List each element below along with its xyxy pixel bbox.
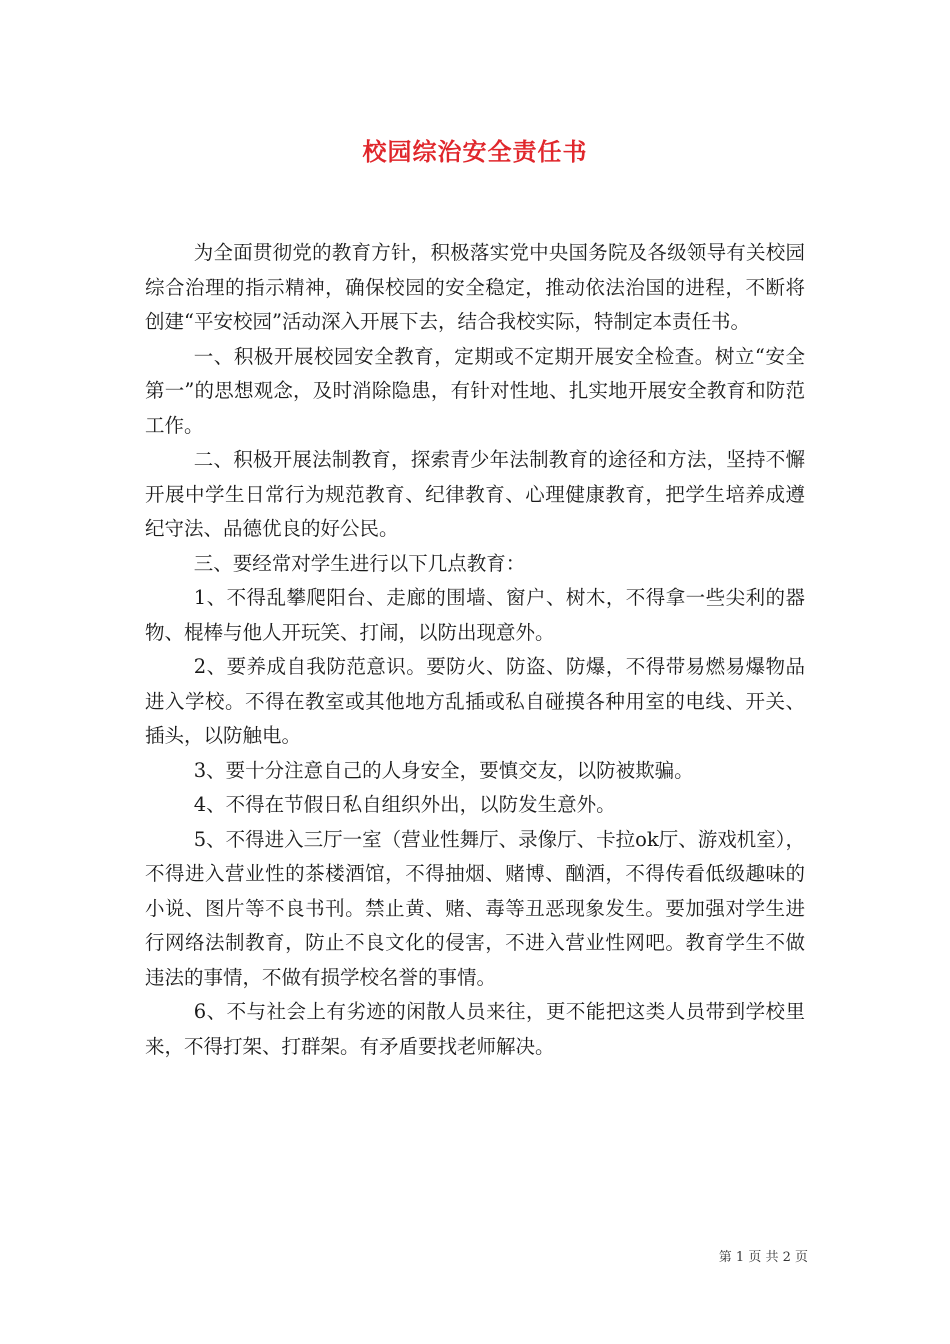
paragraph-intro: 为全面贯彻党的教育方针，积极落实党中央国务院及各级领导有关校园综合治理的指示精神，确保校园的安全稳定，推动依法治国的进程，不断将创建“平安校园”活动深入开展下去，结合我校实际，特制定本责任书。 [145,241,805,333]
paragraph-subitem-3: 3、要十分注意自己的人身安全，要慎交友，以防被欺骗。 [193,758,694,782]
paragraph-item-3: 三、要经常对学生进行以下几点教育： [193,551,526,575]
document-title: 校园综治安全责任书 [362,137,588,166]
paragraph-subitem-6: 6、不与社会上有劣迹的闲散人员来往，更不能把这类人员带到学校里来，不得打架、打群架。有矛盾要找老师解决。 [145,1000,805,1058]
page-number: 第 1 页 共 2 页 [718,1250,808,1265]
paragraph-item-2: 二、积极开展法制教育，探索青少年法制教育的途径和方法，坚持不懈开展中学生日常行为规范教育、纪律教育、心理健康教育，把学生培养成遵纪守法、品德优良的好公民。 [145,448,805,540]
paragraph-subitem-5: 5、不得进入三厅一室（营业性舞厅、录像厅、卡拉ok厅、游戏机室），不得进入营业性的茶楼酒馆，不得抽烟、赌博、酗酒，不得传看低级趣味的小说、图片等不良书刊。禁止黄、赌、毒等丑恶现象发生。要加强对学生进行网络法制教育，防止不良文化的侵害，不进入营业性网吧。教育学生不做违法的事情，不做有损学校名誉的事情。 [145,827,805,989]
paragraph-subitem-2: 2、要养成自我防范意识。要防火、防盗、防爆，不得带易燃易爆物品进入学校。不得在教室或其他地方乱插或私自碰摸各种用室的电线、开关、插头，以防触电。 [145,655,805,747]
paragraph-subitem-4: 4、不得在节假日私自组织外出，以防发生意外。 [193,793,616,816]
paragraph-subitem-1: 1、不得乱攀爬阳台、走廊的围墙、窗户、树木，不得拿一些尖利的器物、棍棒与他人开玩笑、打闹，以防出现意外。 [145,586,805,644]
document-body [145,236,805,1064]
paragraph-item-1: 一、积极开展校园安全教育，定期或不定期开展安全检查。树立“安全第一”的思想观念，及时消除隐患，有针对性地、扎实地开展安全教育和防范工作。 [145,344,805,437]
